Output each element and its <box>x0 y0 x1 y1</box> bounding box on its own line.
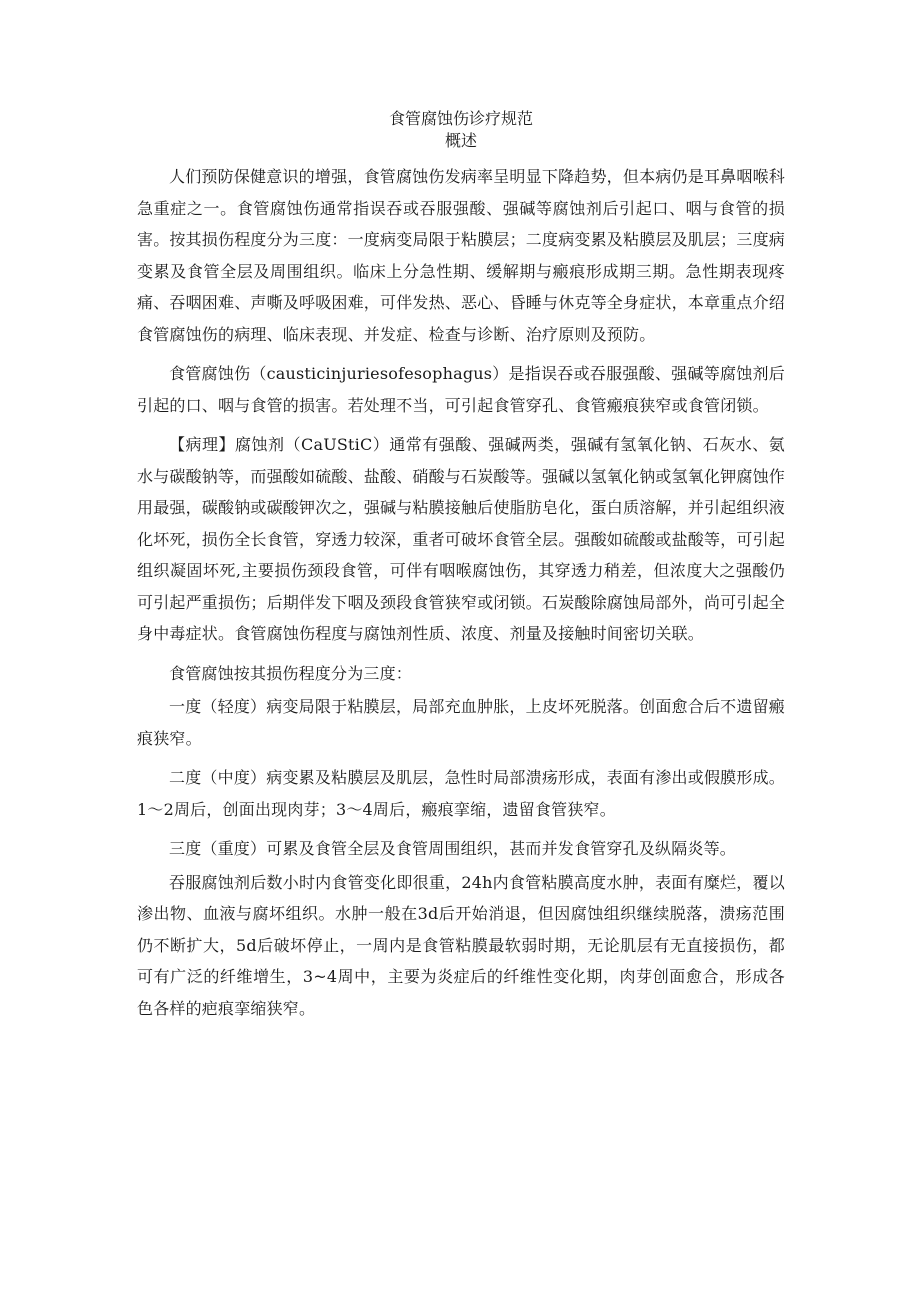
paragraph-degree-two: 二度（中度）病变累及粘膜层及肌层，急性时局部溃疡形成，表面有渗出或假膜形成。1～2周后，创面出现肉芽；3～4周后，瘢痕挛缩，遗留食管狭窄。 <box>137 768 785 819</box>
document-title: 食管腐蚀伤诊疗规范 <box>388 109 533 128</box>
paragraph-pathology: 【病理】腐蚀剂（CaUStiC）通常有强酸、强碱两类，强碱有氢氧化钠、石灰水、氨水与碳酸钠等，而强酸如硫酸、盐酸、硝酸与石炭酸等。强碱以氢氧化钠或氢氧化钾腐蚀作用最强，碳酸钠或碳酸钾次之，强碱与粘膜接触后使脂肪皂化，蛋白质溶解，并引起组织液化坏死，损伤全长食管，穿透力较深，重者可破坏食管全层。强酸如硫酸或盐酸等，可引起组织凝固坏死,主要损伤颈段食管，可伴有咽喉腐蚀伤，其穿透力稍差，但浓度大之强酸仍可引起严重损伤；后期伴发下咽及颈段食管狭窄或闭锁。石炭酸除腐蚀局部外，尚可引起全身中毒症状。食管腐蚀伤程度与腐蚀剂性质、浓度、剂量及接触时间密切关联。 <box>137 435 786 643</box>
paragraph-definition: 食管腐蚀伤（causticinjuriesofesophagus）是指误吞或吞服强酸、强碱等腐蚀剂后引起的口、咽与食管的损害。若处理不当，可引起食管穿孔、食管瘢痕狭窄或食管闭锁。 <box>137 364 785 415</box>
section-heading-overview: 概述 <box>444 131 477 150</box>
paragraph-degree-three: 三度（重度）可累及食管全层及食管周围组织，甚而并发食管穿孔及纵隔炎等。 <box>169 839 737 858</box>
paragraph-overview: 人们预防保健意识的增强，食管腐蚀伤发病率呈明显下降趋势，但本病仍是耳鼻咽喉科急重症之一。食管腐蚀伤通常指误吞或吞服强酸、强碱等腐蚀剂后引起口、咽与食管的损害。按其损伤程度分为三度：一度病变局限于粘膜层；二度病变累及粘膜层及肌层；三度病变累及食管全层及周围组织。临床上分急性期、缓解期与瘢痕形成期三期。急性期表现疼痛、吞咽困难、声嘶及呼吸困难，可伴发热、恶心、昏睡与休克等全身症状，本章重点介绍食管腐蚀伤的病理、临床表现、并发症、检查与诊断、治疗原则及预防。 <box>137 167 786 344</box>
paragraph-progression: 吞服腐蚀剂后数小时内食管变化即很重，24h内食管粘膜高度水肿，表面有糜烂，覆以渗出物、血液与腐坏组织。水肿一般在3d后开始消退，但因腐蚀组织继续脱落，溃疡范围仍不断扩大，5d后破坏停止，一周内是食管粘膜最软弱时期，无论肌层有无直接损伤，都可有广泛的纤维增生，3~4周中，主要为炎症后的纤维性变化期，肉芽创面愈合，形成各色各样的疤痕挛缩狭窄。 <box>137 872 785 1018</box>
paragraph-degree-one: 一度（轻度）病变局限于粘膜层，局部充血肿胀，上皮坏死脱落。创面愈合后不遗留瘢痕狭窄。 <box>137 697 785 748</box>
document-page <box>137 108 785 1032</box>
paragraph-degree-intro: 食管腐蚀按其损伤程度分为三度： <box>169 663 413 683</box>
